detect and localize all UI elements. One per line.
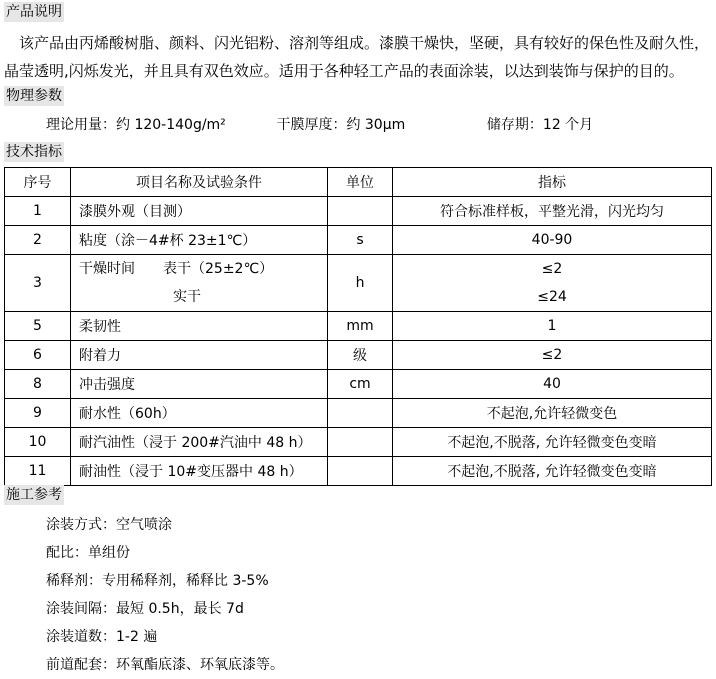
tech-spec-table — [4, 167, 712, 486]
header-unit: 单位 — [328, 168, 393, 197]
table-row — [5, 457, 712, 486]
row-no: 6 — [5, 341, 71, 370]
table-row — [5, 370, 712, 399]
row-value-line-2: ≤24 — [537, 289, 567, 305]
construction-item: 涂装方式：空气喷涂 — [46, 517, 172, 533]
table-row — [5, 341, 712, 370]
section-heading-construction: 施工参考 — [6, 487, 62, 503]
row-value — [393, 255, 712, 312]
row-unit: cm — [328, 370, 393, 399]
row-value: 40-90 — [393, 226, 712, 255]
construction-item: 涂装道数：1-2 遍 — [46, 629, 158, 645]
storage-period: 储存期：12 个月 — [486, 117, 594, 133]
row-value-line-1: ≤2 — [541, 261, 563, 277]
construction-item: 涂装间隔：最短 0.5h，最长 7d — [46, 601, 244, 617]
row-item: 耐油性（浸于 10#变压器中 48 h） — [71, 457, 328, 486]
header-item: 项目名称及试验条件 — [71, 168, 328, 197]
row-unit: s — [328, 226, 393, 255]
row-unit — [328, 428, 393, 457]
row-unit — [328, 197, 393, 226]
dry-film-thickness: 干膜厚度：约 30μm — [276, 117, 406, 133]
row-item: 附着力 — [71, 341, 328, 370]
row-value: 不起泡,不脱落, 允许轻微变色变暗 — [393, 457, 712, 486]
section-heading-product: 产品说明 — [6, 4, 62, 20]
row-unit — [328, 457, 393, 486]
row-unit — [328, 399, 393, 428]
row-no: 3 — [5, 255, 71, 312]
row-item: 柔韧性 — [71, 312, 328, 341]
row-no: 5 — [5, 312, 71, 341]
row-item: 冲击强度 — [71, 370, 328, 399]
row-item-line-2: 实干 — [173, 289, 201, 305]
row-no: 10 — [5, 428, 71, 457]
table-row — [5, 399, 712, 428]
row-unit: mm — [328, 312, 393, 341]
section-heading-physical: 物理参数 — [6, 88, 62, 104]
row-value: 不起泡,允许轻微变色 — [393, 399, 712, 428]
table-row — [5, 312, 712, 341]
section-heading-tech: 技术指标 — [6, 144, 62, 160]
table-header-row — [5, 168, 712, 197]
physical-params — [46, 114, 593, 134]
header-value: 指标 — [393, 168, 712, 197]
theoretical-usage: 理论用量：约 120-140g/m² — [46, 117, 226, 133]
row-unit: h — [328, 255, 393, 312]
row-value: 不起泡,不脱落, 允许轻微变色变暗 — [393, 428, 712, 457]
row-item-line-1: 干燥时间 表干（25±2℃） — [79, 261, 274, 277]
row-no: 11 — [5, 457, 71, 486]
table-row — [5, 226, 712, 255]
row-value: 符合标准样板，平整光滑，闪光均匀 — [393, 197, 712, 226]
row-value: 40 — [393, 370, 712, 399]
row-value: ≤2 — [393, 341, 712, 370]
row-no: 2 — [5, 226, 71, 255]
construction-item: 稀释剂：专用稀释剂，稀释比 3-5% — [46, 573, 269, 589]
row-item — [71, 255, 328, 312]
row-no: 1 — [5, 197, 71, 226]
table-row — [5, 428, 712, 457]
row-item: 耐汽油性（浸于 200#汽油中 48 h） — [71, 428, 328, 457]
row-unit: 级 — [328, 341, 393, 370]
row-item: 耐水性（60h） — [71, 399, 328, 428]
header-no: 序号 — [5, 168, 71, 197]
table-row — [5, 197, 712, 226]
row-item: 漆膜外观（目测） — [71, 197, 328, 226]
construction-item: 前道配套：环氧酯底漆、环氧底漆等。 — [46, 657, 284, 673]
product-description-line-1: 该产品由丙烯酸树脂、颜料、闪光铝粉、溶剂等组成。漆膜干燥快，坚硬，具有较好的保色性及耐久性， — [4, 34, 710, 52]
row-item: 粘度（涂－4#杯 23±1℃） — [71, 226, 328, 255]
row-value: 1 — [393, 312, 712, 341]
row-no: 9 — [5, 399, 71, 428]
construction-item: 配比：单组份 — [46, 545, 130, 561]
table-row — [5, 255, 712, 312]
row-no: 8 — [5, 370, 71, 399]
product-description-line-2: 晶莹透明,闪烁发光，并且具有双色效应。适用于各种轻工产品的表面涂装，以达到装饰与保护的目的。 — [4, 62, 684, 80]
